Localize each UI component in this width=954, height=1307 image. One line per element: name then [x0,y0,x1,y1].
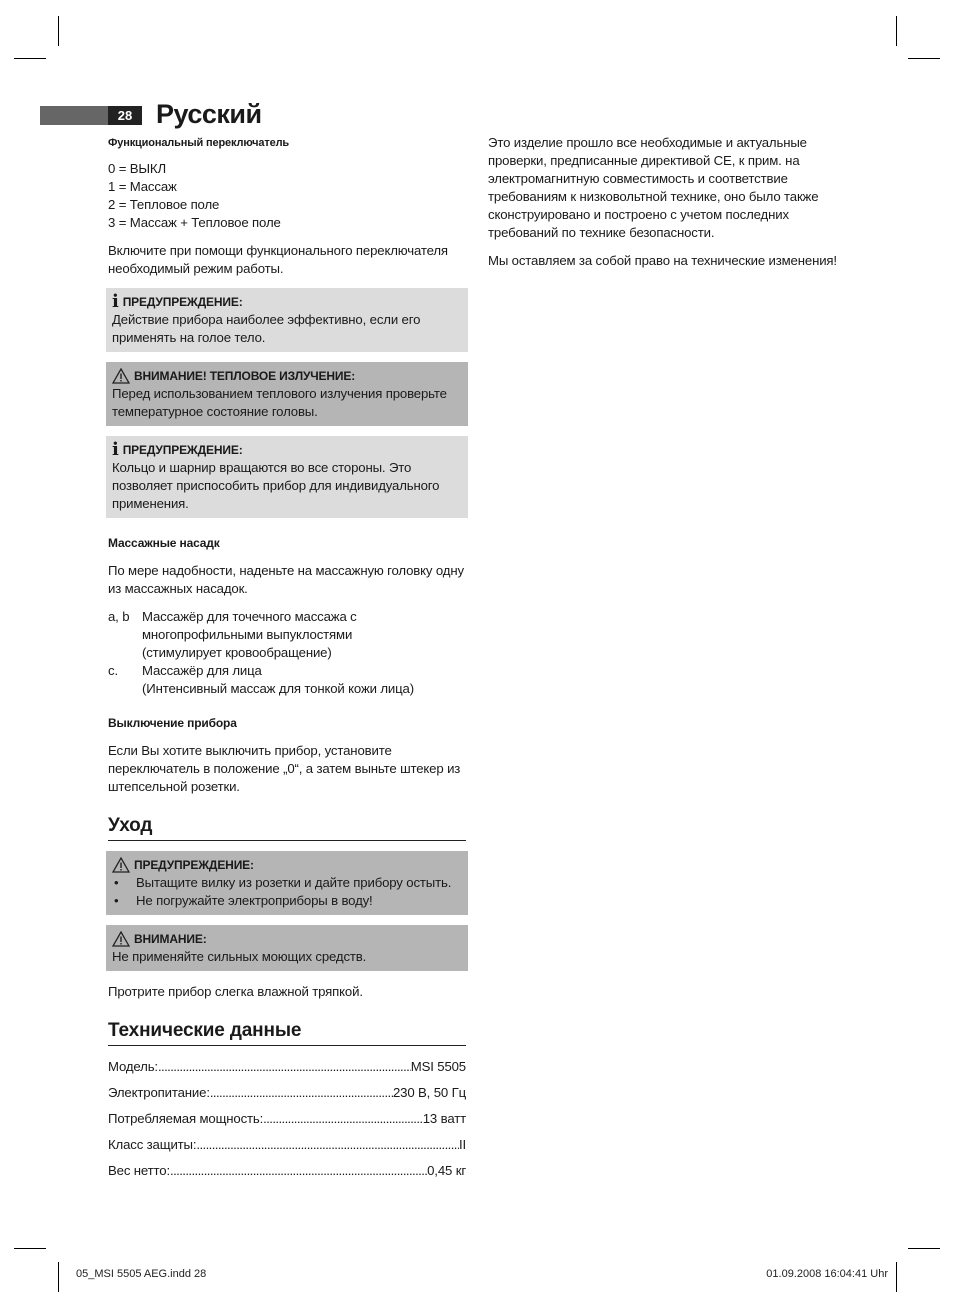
warning-triangle-icon [112,368,130,384]
switch-option: 3 = Массаж + Тепловое поле [108,215,281,230]
crop-mark [58,16,59,46]
spec-row [108,1058,466,1076]
warning-box: ПРЕДУПРЕЖДЕНИЕ : • Вытащите вилку из розетки и дайте прибору остыть. • Не погружайте электроприборы в воду! [106,851,468,915]
switch-option: 0 = ВЫКЛ [108,161,166,176]
attachment-line: Массажёр для точечного массажа с [142,609,357,624]
page-title: Русский [156,99,262,129]
info-icon: i [112,291,119,312]
footer-datetime: 01.09.2008 16:04:41 Uhr [766,1268,888,1280]
spec-row [108,1110,466,1128]
attachment-item [108,662,466,698]
switch-options-list [108,160,466,232]
right-column [488,134,838,270]
spec-label: Вес нетто: [108,1163,170,1178]
warning-triangle-icon [112,857,130,873]
box-text: Кольцо и шарнир вращаются во все стороны. Это позволяет приспособить прибор для индивидуального применения. [112,460,440,511]
care-section-title: Уход [108,814,466,841]
spec-row [108,1084,466,1102]
box-title: ВНИМАНИЕ! ТЕПЛОВОЕ ИЗЛУЧЕНИЕ [134,369,352,383]
spec-label: Класс защиты: [108,1137,197,1152]
attachment-line: (стимулирует кровообращение) [142,645,332,660]
warning-triangle-icon [112,931,130,947]
attachment-line: многопрофильными выпуклостями [142,627,353,642]
info-box: i ПРЕДУПРЕЖДЕНИЕ : Кольцо и шарнир вращаются во все стороны. Это позволяет приспособить прибор для индивидуального применения. [106,436,468,518]
crop-mark [908,58,940,59]
crop-mark [896,16,897,46]
attachments-text: По мере надобности, наденьте на массажную головку одну из массажных насадок. [108,563,464,596]
attachments-list [108,608,466,698]
spec-value: II [458,1137,466,1152]
left-column [108,134,466,1180]
page-number: 28 [108,106,142,125]
footer-file: 05_MSI 5505 AEG.indd 28 [76,1268,207,1280]
box-title: ПРЕДУПРЕЖДЕНИЕ [134,858,251,872]
spec-row [108,1136,466,1154]
bullet-item: • Не погружайте электроприборы в воду! [114,893,373,908]
switch-heading: Функциональный переключатель [108,137,290,149]
crop-mark [58,1262,59,1292]
attachments-heading: Массажные насадк [108,536,220,550]
attachment-line: (Интенсивный массаж для тонкой кожи лица) [142,681,414,696]
bullet-text: Вытащите вилку из розетки и дайте прибору остыть. [136,875,452,890]
ce-text: Это изделие прошло все необходимые и актуальные проверки, предписанные директивой CE, к прим. на электромагнитную совместимость и соответствие требованиям к низковольтной технике, оно было также сконструировано и построено с учетом последних требований по технике безопасности. [488,135,819,240]
box-text: Перед использованием теплового излучения проверьте температурное состояние головы. [112,386,447,419]
spec-row [108,1162,466,1180]
crop-mark [896,1262,897,1292]
info-icon: i [112,439,119,460]
attachment-item [108,608,466,662]
reserve-text: Мы оставляем за собой право на технические изменения! [488,253,837,268]
switch-text: Включите при помощи функционального переключателя необходимый режим работы. [108,243,448,276]
box-title: ПРЕДУПРЕЖДЕНИЕ [122,443,239,457]
spec-value: MSI 5505 [410,1059,466,1074]
spec-list [108,1058,466,1180]
warning-box: ВНИМАНИЕ! ТЕПЛОВОЕ ИЗЛУЧЕНИЕ : Перед использованием теплового излучения проверьте температурное состояние головы. [106,362,468,426]
crop-mark [908,1248,940,1249]
crop-mark [14,1248,46,1249]
off-text: Если Вы хотите выключить прибор, установите переключатель в положение „0“, а затем выньте штекер из штепсельной розетки. [108,743,461,794]
spec-value: 230 В, 50 Гц [392,1085,466,1100]
spec-label: Электропитание: [108,1085,210,1100]
spec-value: 13 ватт [422,1111,466,1126]
attachment-key: a, b [108,609,130,624]
spec-value: 0,45 кг [427,1163,466,1178]
off-heading: Выключение прибора [108,716,237,730]
crop-mark [14,58,46,59]
bullet-text: Не погружайте электроприборы в воду! [136,893,373,908]
attachment-line: Массажёр для лица [142,663,262,678]
warning-box: ВНИМАНИЕ : Не применяйте сильных моющих средств. [106,925,468,971]
care-text: Протрите прибор слегка влажной тряпкой. [108,984,363,999]
switch-option: 2 = Тепловое поле [108,197,220,212]
box-text: Действие прибора наиболее эффективно, если его применять на голое тело. [112,312,421,345]
bullet-item: • Вытащите вилку из розетки и дайте прибору остыть. [114,875,452,890]
spec-label: Потребляемая мощность: [108,1111,264,1126]
box-text: Не применяйте сильных моющих средств. [112,949,367,964]
box-title: ВНИМАНИЕ [134,932,203,946]
box-title: ПРЕДУПРЕЖДЕНИЕ [122,295,239,309]
switch-option: 1 = Массаж [108,179,177,194]
info-box: i ПРЕДУПРЕЖДЕНИЕ : Действие прибора наиболее эффективно, если его применять на голое тело. [106,288,468,352]
spec-label: Модель: [108,1059,158,1074]
tech-section-title: Технические данные [108,1019,466,1046]
attachment-key: c. [108,663,118,678]
